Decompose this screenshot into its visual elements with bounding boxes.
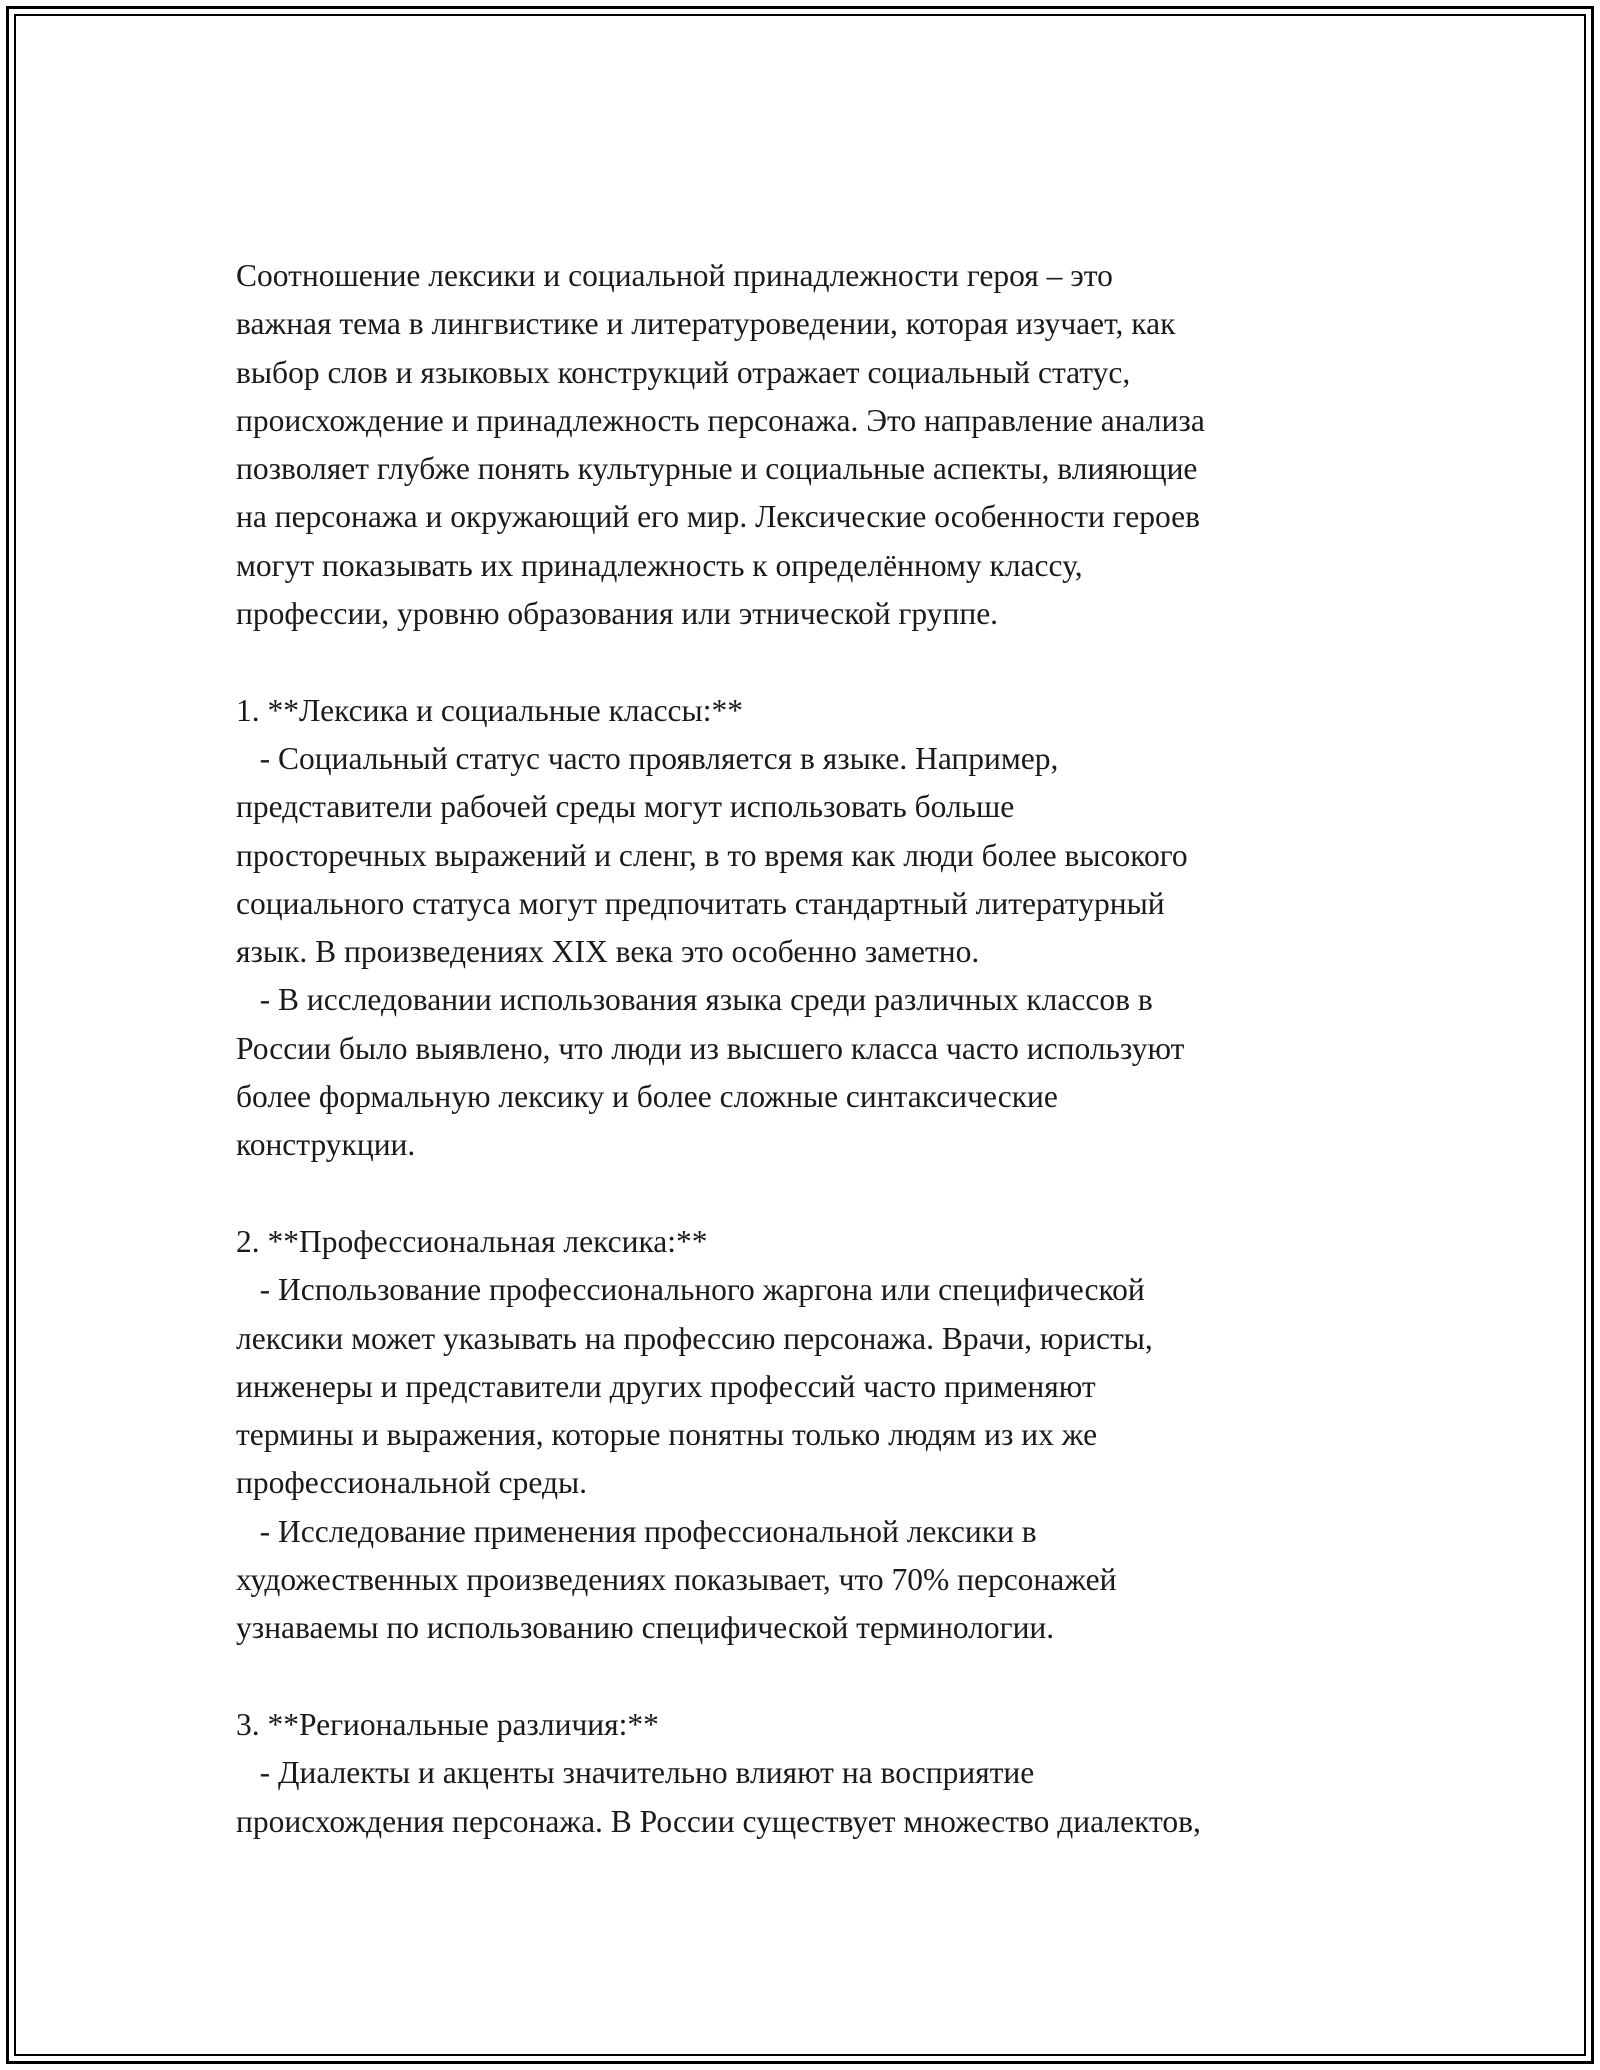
section-regional-differences <box>236 1701 1416 1846</box>
document-body <box>236 252 1416 1846</box>
section-heading: 1. **Лексика и социальные классы:** <box>236 692 743 728</box>
text-line: - Исследование применения профессиональной лексики в <box>236 1513 1037 1549</box>
paragraph-gap <box>236 1653 1416 1701</box>
text-line: профессии, уровню образования или этнической группе. <box>236 596 999 632</box>
text-line: Соотношение лексики и социальной принадлежности героя – это <box>236 258 1113 293</box>
paragraph-gap <box>236 1170 1416 1218</box>
text-line: - Диалекты и акценты значительно влияют на восприятие <box>236 1755 1035 1791</box>
text-line: выбор слов и языковых конструкций отражает социальный статус, <box>236 354 1131 390</box>
text-line: - Социальный статус часто проявляется в языке. Например, <box>236 740 1059 776</box>
text-line: конструкции. <box>236 1127 416 1163</box>
intro-paragraph <box>236 252 1416 638</box>
section-heading: 3. **Региональные различия:** <box>236 1706 659 1742</box>
text-line: - Использование профессионального жаргона или специфической <box>236 1272 1145 1308</box>
text-line: могут показывать их принадлежность к определённому классу, <box>236 547 1083 583</box>
text-line: - В исследовании использования языка среди различных классов в <box>236 982 1153 1018</box>
text-line: лексики может указывать на профессию персонажа. Врачи, юристы, <box>236 1320 1153 1356</box>
section-heading: 2. **Профессиональная лексика:** <box>236 1223 708 1259</box>
text-line: инженеры и представители других профессий часто применяют <box>236 1368 1096 1404</box>
text-line: позволяет глубже понять культурные и социальные аспекты, влияющие <box>236 451 1198 487</box>
text-line: на персонажа и окружающий его мир. Лексические особенности героев <box>236 499 1201 535</box>
section-professional-lexicon <box>236 1218 1416 1653</box>
text-line: представители рабочей среды могут использовать больше <box>236 789 1015 825</box>
text-line: профессиональной среды. <box>236 1465 588 1501</box>
text-line: язык. В произведениях XIX века это особенно заметно. <box>236 934 980 970</box>
text-line: происхождения персонажа. В России существует множество диалектов, <box>236 1803 1201 1839</box>
section-social-classes <box>236 687 1416 1170</box>
text-line: просторечных выражений и сленг, в то время как люди более высокого <box>236 837 1188 873</box>
text-line: более формальную лексику и более сложные синтаксические <box>236 1079 1058 1115</box>
text-line: социального статуса могут предпочитать стандартный литературный <box>236 885 1165 921</box>
text-line: художественных произведениях показывает, что 70% персонажей <box>236 1562 1117 1598</box>
text-line: узнаваемы по использованию специфической терминологии. <box>236 1610 1055 1646</box>
text-line: важная тема в лингвистике и литературоведении, которая изучает, как <box>236 306 1176 342</box>
text-line: происхождение и принадлежность персонажа. Это направление анализа <box>236 402 1205 438</box>
paragraph-gap <box>236 638 1416 686</box>
text-line: России было выявлено, что люди из высшего класса часто используют <box>236 1030 1185 1066</box>
text-line: термины и выражения, которые понятны только людям из их же <box>236 1417 1098 1453</box>
